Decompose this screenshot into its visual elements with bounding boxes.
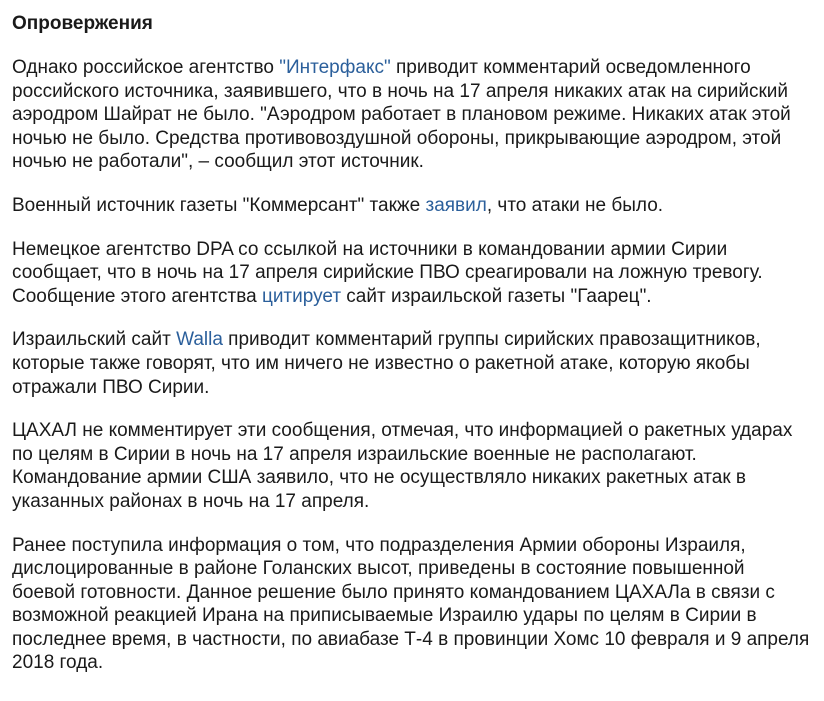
paragraph-text: Израильский сайт	[12, 329, 177, 351]
haaretz-link[interactable]: цитирует	[261, 285, 342, 307]
paragraph-walla	[12, 328, 812, 399]
paragraph-text: , что атаки не было.	[486, 194, 664, 216]
paragraph-kommersant	[12, 194, 812, 218]
section-heading: Опровержения	[12, 13, 153, 34]
paragraph-text: Однако российское агентство	[12, 57, 280, 78]
article	[12, 10, 812, 695]
paragraph-text: Немецкое агентство DPA со ссылкой на источники в командовании армии Сирии сообщает, что в ночь на 17 апреля сирийские ПВО среагировали на ложную тревогу. Сообщение этого агентства	[12, 238, 763, 307]
paragraph-idf: ЦАХАЛ не комментирует эти сообщения, отмечая, что информацией о ракетных ударах по целям в Сирии в ночь на 17 апреля израильские военные не располагают. Командование армии США заявило, что не осуществляло никаких ракетных атак в указанных районах в ночь на 17 апреля.	[12, 420, 793, 512]
paragraph-golan: Ранее поступила информация о том, что подразделения Армии обороны Израиля, дислоцированные в районе Голанских высот, приведены в состояние повышенной боевой готовности. Данное решение было принято командованием ЦАХАЛа в связи с возможной реакцией Ирана на приписываемые Израилю удары по целям в Сирии в последнее время, в частности, по авиабазе Т-4 в провинции Хомс 10 февраля и 9 апреля 2018 года.	[12, 534, 810, 674]
paragraph-interfax	[12, 56, 812, 174]
paragraph-dpa	[12, 238, 812, 309]
paragraph-text: Военный источник газеты "Коммерсант" также	[12, 194, 426, 216]
interfax-link[interactable]: "Интерфакс"	[279, 57, 391, 78]
paragraph-text: приводит комментарий группы сирийских правозащитников, которые также говорят, что им ничего не известно о ракетной атаке, которую якобы отражали ПВО Сирии.	[12, 329, 761, 398]
paragraph-text: сайт израильской газеты "Гаарец".	[341, 285, 652, 307]
kommersant-link[interactable]: заявил	[425, 194, 487, 216]
walla-link[interactable]: Walla	[176, 329, 223, 351]
paragraph-text: приводит комментарий осведомленного российского источника, заявившего, что в ночь на 17 апреля никаких атак на сирийский аэродром Шайрат не было. "Аэродром работает в плановом режиме. Никаких атак этой ночью не было. Средства противовоздушной обороны, прикрывающие аэродром, этой ночью не работали", – сообщил этот источник.	[12, 57, 791, 173]
